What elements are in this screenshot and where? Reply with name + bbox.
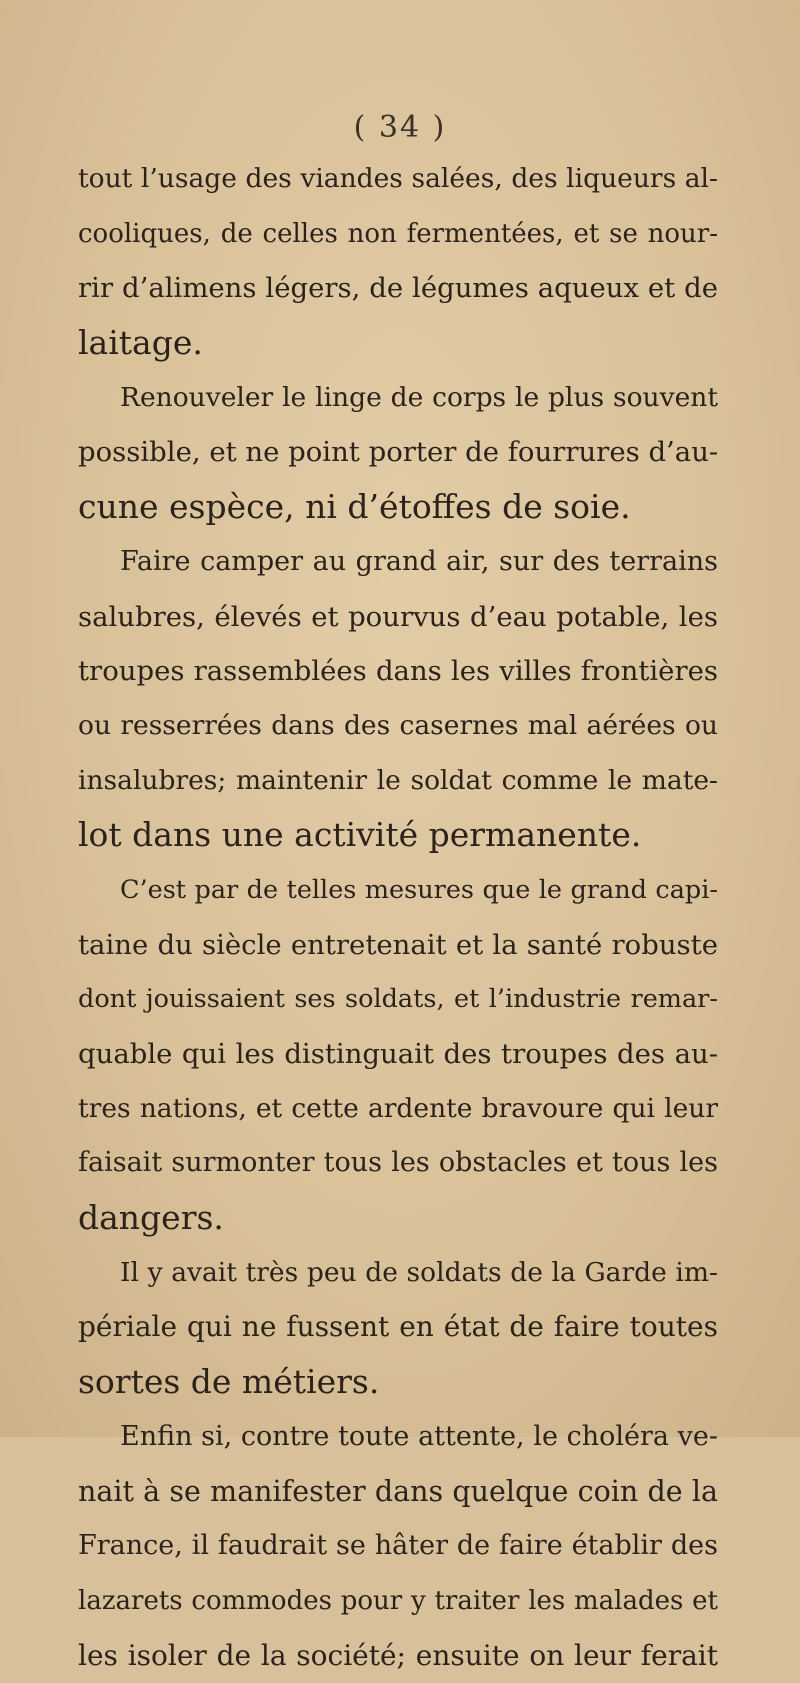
text-line: Il y avait très peu de soldats de la Garde im-: [120, 1256, 718, 1288]
text-line: ou resserrées dans des casernes mal aérées ou: [78, 709, 718, 741]
body-text: [78, 152, 718, 1683]
text-line: quable qui les distinguait des troupes des au-: [78, 1038, 718, 1070]
text-line: insalubres; maintenir le soldat comme le mate-: [78, 764, 718, 796]
text-line: troupes rassemblées dans les villes frontières: [78, 655, 718, 688]
text-line: salubres, élevés et pourvus d’eau potable, les: [78, 600, 718, 633]
text-line: tres nations, et cette ardente bravoure qui leur: [78, 1092, 718, 1124]
text-line: laitage.: [78, 323, 203, 363]
text-line: France, il faudrait se hâter de faire établir des: [78, 1530, 718, 1562]
text-line: périale qui ne fussent en état de faire toutes: [78, 1310, 718, 1344]
text-line: dont jouissaient ses soldats, et l’industrie remar-: [78, 984, 718, 1015]
text-line: les isoler de la société; ensuite on leur ferait: [78, 1638, 718, 1672]
text-line: sortes de métiers.: [78, 1362, 380, 1402]
text-line: lazarets commodes pour y traiter les malades et: [78, 1585, 718, 1616]
text-line: tout l’usage des viandes salées, des liqueurs al-: [78, 163, 718, 194]
page-number: ( 34 ): [353, 110, 447, 145]
text-line: Renouveler le linge de corps le plus souvent: [120, 381, 718, 413]
text-line: lot dans une activité permanente.: [78, 815, 642, 855]
text-line: cooliques, de celles non fermentées, et se nour-: [78, 218, 718, 249]
text-line: C’est par de telles mesures que le grand capi-: [120, 874, 718, 905]
text-line: Faire camper au grand air, sur des terrains: [120, 545, 718, 577]
text-line: possible, et ne point porter de fourrures d’au-: [78, 436, 719, 469]
text-line: faisait surmonter tous les obstacles et tous les: [78, 1147, 718, 1179]
text-line: dangers.: [78, 1198, 224, 1238]
text-line: rir d’alimens légers, de légumes aqueux et de: [78, 272, 718, 305]
text-line: cune espèce, ni d’étoffes de soie.: [78, 487, 631, 527]
text-line: nait à se manifester dans quelque coin de la: [78, 1474, 718, 1508]
text-line: Enfin si, contre toute attente, le choléra ve-: [120, 1420, 718, 1452]
text-line: taine du siècle entretenait et la santé robuste: [78, 928, 718, 961]
